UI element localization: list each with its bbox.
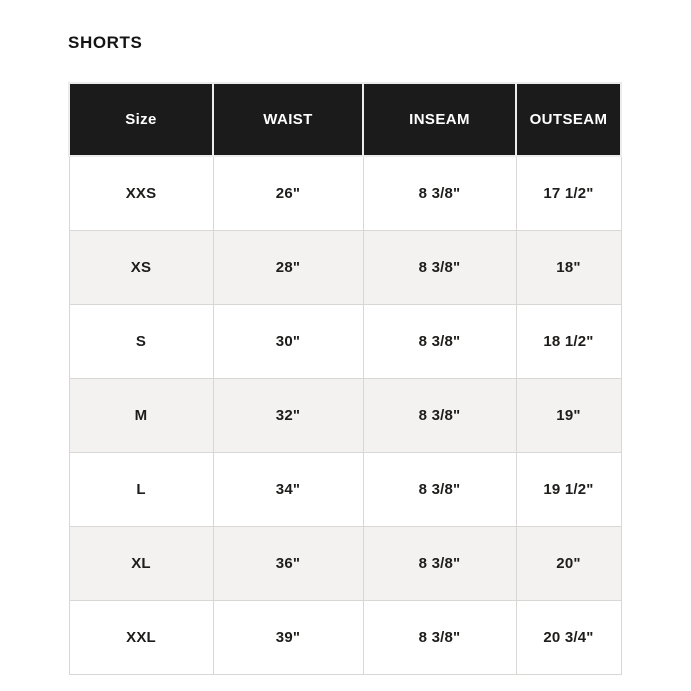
table-body [69, 156, 621, 675]
measurement-cell: 8 3/8" [363, 379, 516, 453]
measurement-cell: 8 3/8" [363, 156, 516, 231]
column-header: OUTSEAM [516, 83, 621, 156]
measurement-cell: 8 3/8" [363, 231, 516, 305]
measurement-cell: 39" [213, 601, 363, 675]
measurement-cell: 20" [516, 527, 621, 601]
table-row [69, 527, 621, 601]
column-header: WAIST [213, 83, 363, 156]
size-cell: S [69, 305, 213, 379]
measurement-cell: 28" [213, 231, 363, 305]
measurement-cell: 19" [516, 379, 621, 453]
size-cell: M [69, 379, 213, 453]
size-cell: XS [69, 231, 213, 305]
size-chart-section [68, 33, 622, 675]
table-row [69, 601, 621, 675]
size-cell: XXS [69, 156, 213, 231]
table-header [69, 83, 621, 156]
size-cell: XL [69, 527, 213, 601]
measurement-cell: 8 3/8" [363, 601, 516, 675]
header-row [69, 83, 621, 156]
column-header: Size [69, 83, 213, 156]
table-row [69, 156, 621, 231]
measurement-cell: 18 1/2" [516, 305, 621, 379]
measurement-cell: 36" [213, 527, 363, 601]
measurement-cell: 34" [213, 453, 363, 527]
size-cell: L [69, 453, 213, 527]
table-row [69, 453, 621, 527]
measurement-cell: 30" [213, 305, 363, 379]
column-header: INSEAM [363, 83, 516, 156]
measurement-cell: 8 3/8" [363, 527, 516, 601]
measurement-cell: 32" [213, 379, 363, 453]
size-cell: XXL [69, 601, 213, 675]
chart-title: SHORTS [68, 33, 143, 52]
table-row [69, 305, 621, 379]
measurement-cell: 17 1/2" [516, 156, 621, 231]
size-chart-table [68, 82, 622, 675]
measurement-cell: 8 3/8" [363, 453, 516, 527]
measurement-cell: 19 1/2" [516, 453, 621, 527]
measurement-cell: 18" [516, 231, 621, 305]
table-row [69, 231, 621, 305]
measurement-cell: 20 3/4" [516, 601, 621, 675]
measurement-cell: 8 3/8" [363, 305, 516, 379]
measurement-cell: 26" [213, 156, 363, 231]
table-row [69, 379, 621, 453]
